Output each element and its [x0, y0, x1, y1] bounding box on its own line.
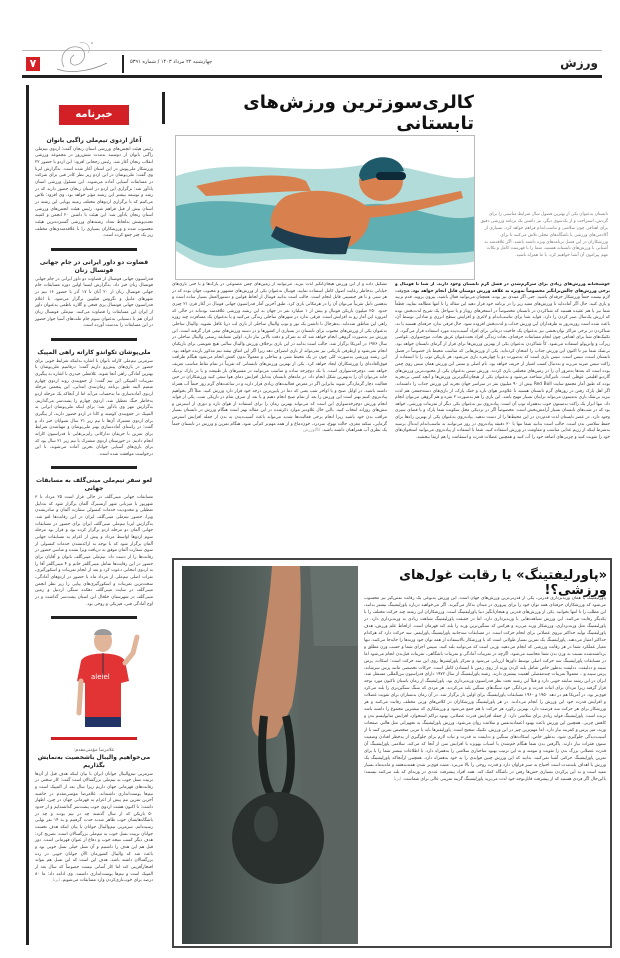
page-number-badge: ۷ [26, 57, 40, 71]
news-body: سرمربی تیم‌ملی کاراته بانوان با اشاره به‌اینکه شرایط خوبی برای حضور در بازی‌های پیش‌رو داریم گفت: درفاتتیم ملی‌پوشان با بهترین آمادگی راهی آنجا شوند. غلامعلی حیدری با اشاره به پیگیری تمرینات المپیکی این تیم گفت: از جمع‌بندی روند اردوی چهارم شمیم البته طبق برنامه زمان‌بندی ابتدایی، این پنجمین مرحله اردوی آماده‌سازی ما به‌حساب می‌آید اما از آنجاکه یک مرحله اردو به‌خاطر جنگ تعطیل شد، اردوی چهارم را پشت‌سر می‌گذاریم. به‌گزارش مهر وی یادآور شد: برای اینکه ملی‌پوشان ایرانی به المپیک در جمع‌بندی کومیته و کاتا در اردو حضور دارند، از پیگیری برای اردوی مشترک آن‌ها با تیم زیر ۲۱ سال شنوایان خبر داد و گفت: در راستای آماده‌سازی بهتر ملی‌پوشان و مهیاشدن شرایط برای تمرین با حریفان تدارکاتی رایزنی‌هایی با فدراسیون کاراته انجام دادیم. در خوزستان اردوی مشترک با تیم زیر ۲۱ سال بود که برای بازی‌های آسیایی جوانان بحرین آماده می‌شوند، با این درخواست موافقت شده است. [35, 358, 153, 457]
newspaper-logo[interactable] [52, 39, 112, 75]
coach-photo [33, 623, 155, 733]
page-header [22, 50, 602, 78]
article-title[interactable]: «پاورلیفتینگ» یا رقابت غول‌های ورزشی؟! [399, 568, 607, 598]
divider [51, 616, 137, 619]
article-body: پاورلیفتینگ یا همان وزنه‌برداری قدرتی، یکی از قدرتی‌ترین ورزش‌های جهان است. این ورزش به‌نوعی یک رقابت نفس‌گیر نیز محسوب می‌شود که ورزشکاران حرفه‌ای همه توان خود را برای پیروزی در میدان به‌کار می‌گیرند. اگر می‌خواهید درباره پاورلیفتینگ بیشتر بدانید، این مطلب را تا انتها بخوانید. یکی از ورزش‌های قدرتی و هیجان‌انگیز دنیا پاورلیفتینگ است. ورزشکاران این رشته چند حرکت مختلف را با یکدیگر رقابت می‌کنند. این ورزش شباهت‌هایی با وزنه‌برداری دارد، اما در حقیقت پاورلیفتینگ شباهت زیادی به وزنه‌برداری دارد. در پاورلیفتینگ مثل وزنه‌برداری، ورزشکار وزنه می‌زند و هرکس که سنگین‌ترین وزنه را بلند کند قهرمان است. ازلحاظ علم ورزش، هدف پاورلیفتینگ تولید حداکثر نیروی عضلانی برای انجام حرکت است. در مسابقات سه‌جانبه پاورلیفتینگ پاورلیفتر، سه حرکت دارد که هرکدام حداکثر امتیاز می‌دهند. پاورلیفتینگ یک تمرین بسیار طولانی است که با ورزشکار بالاستفاده از همه توان خود وزنه‌ها را جابه‌جا می‌کنند. تنها معیار عملکرد شما در هر رقابت ورزشی که انجام می‌دهید، وزنی است که می‌توانید بلند کنید. سپس اجرای شما و حسب وزن مطلق و برداشته‌شده نسبت به وزن بدن شما محاسبه می‌شود. اگرچه در تمرینات آمادگی و تمرینات باشگاهی، تمرینات قبل‌بدن انجام می‌شود اما در مسابقات پاورلیفتینگ سه حرکت اصلی توسط داورها ارزیابی می‌شود و تمرکز پاورلیفترها روی این سه حرکت است: اسکات، پرس سینه و ددلیفت. ددلیفت به‌طور خاص شامل بلند کردن وزنه از روی زمین تا ایستادن کامل است. حرکات تخصصی مانند پرس سرشانه، پرس سینه و... معمولاً تمرینات چندمفصلی اهمیت بیشتری دارند. رشته پاورلیفتینگ از سال ۱۹۷۲ دارای فدراسیون بین‌المللی مستقل شد. ایران در این رشته سابقه خوبی دارد و قبلاً این رشته تحت نظر فدراسیون وزنه‌برداری بود. پاورلیفتینگ از زمان باستان تاکنون مورد توجه قرار گرفته زیرا مردان برای اثبات قدرت و مردانگی خود سنگ‌های سنگین بلند می‌کردند. هر مردی که سنگ سنگین‌تری را بلند می‌کرد قوی‌تر بود. در آمریکا هم در دهه ۱۹۵۰ و ۱۹۶۰ مسابقات پاورلیفتینگ برای اولین بار برگزار شد. در آن زمان بدنسازان برای تقویت عضلات و افزایش قدرت خود این ورزش را انجام می‌دادند. در هر پاورلیفتینگ ورزشکاران در کلاس‌های وزنی مختلف رقابت می‌کنند و هر ورزشکار برای هر حرکت سه فرصت دارد. بهترین رکورد هر حرکت با هم جمع می‌شود و ورزشکاری که بیشترین مجموع را داشته باشد برنده است. پاورلیفتینگ فواید زیادی برای سلامتی دارد. از جمله افزایش قدرت عضلانی، بهبود تراکم استخوان، افزایش متابولیسم بدن و کاهش چربی. همچنین این ورزش باعث بهبود اعتمادبه‌نفس و سلامت روان می‌شود. ورزش پاورلیفتینگ به تجهیزاتی مثل هالتر، صفحات وزنه، میز پرس و کمربند نیاز دارد. اما مهم‌ترین چیز در این ورزش، تکنیک صحیح است. پاورلیفترها باید با مربی متخصص تمرین کنند تا از آسیب‌دیدگی جلوگیری شود. به‌طور خاص، اسکات‌های سنگین و ددلیفت به قدرت و ثبات لازم برای جلوگیری از به‌خطر افتادن وضعیت ستون فقرات نیاز دارند. پاگرفتن بدن شما هنگام خم‌شدن با اسباب بهویژه با افزایش سن از آنجا که می‌کند. سلامتی پاورلیفتینگ آن قدرت عضلانی بزرگ بدن را تقویت و تنومند و به این ترتیب بهبود ساختاری سلامتی را به‌همراه دارد. با اطلاعات بیشتر شما را با برای تمرین پاورلیفتینگ حرکتی آشنا نمی‌کنید، بدانید که این ورزش چنین فوایدی را به خود به‌همراه دارد. همچنین ازآنجاکه پاورلیفتینگ یک ورزش با اهداف بلندمدت است احتیاج به صبر فراوان دارد و قدرت روحی را بالا می‌برد. مثبت قوی‌تر شدن هفته‌به‌هفته و ماه‌به‌ماه بسیار مفید است و به این پرکردن بسیاری حس‌ها رفتن در باشگاه کمک کند. همه افراد پیشرفت عددی در وزنه‌ای که بلند می‌کنند نیستند؛ بااین‌حال اگر فردی هستید که از پیشرفت قابل‌توجه خود لذت می‌برید پاورلیفتینگ گزینه تمرینی عالی برای شماست. [364, 596, 606, 782]
volleyball-coach-image [33, 623, 155, 733]
divider [51, 466, 137, 469]
news-sidebar [26, 85, 154, 945]
news-source: ایرنا [52, 878, 60, 884]
news-body-text: سرمربی تیم‌والیبال جوانان ایران با بیان اینکه هدف قبل از آن‌ها تربیت نسل خوب به تیم‌ملی بزرگسالان است گفت: کار سختی در رقابت‌های قهرمانی جهان داریم زیرا سال بعد از المپیک است و تیم‌ها پوست‌اندازی داشته‌اند. غلامرضا مؤمنی‌مقدم در حاشیه آخرین تمرین تیم پیش از اعزام به قهرمانی جهان در چین، اظهار داشت: تا اکنون هشت اردوی خوب پشت‌سر گذاشته‌ایم و از حدود ۵۰ بازیکن که از سال گذشته چه در تیم بودند و چه در باشگاه‌هایشان خوب ظاهر شدند حدت گرفتیم و به ۱۴ نفر نهایی رسیده‌ایم. سرمربی تیم‌والیبال جوانان با بیان اینکه هدف نخست جوانان تربیت نسل خوب به تیم‌ملی بزرگسالان است، تصریح کرد: هدف دیگر کسب نتیجه خوب و دفاع از عنوان قهرمانی است. دور قبل هم این هدف را داشتیم و آن نسل خیلی نسل خوبی بود و باعث شد که والیبال کشورمان الآن جوانان خوبی در رده بزرگسالان داشته باشد. هدف این است که این نسل هم بتواند افتخارآفرینی کند اما کار آسانی نیست خصوصاً که سال بعد از المپیک است و تیم‌ها پوست‌اندازی داشتند. وی ادامه داد: ما ۸۰ درصد برای خوب‌بازی‌کردن وارد مسابقات می‌شویم. [35, 771, 153, 884]
image-caption: تابستان به‌عنوان یکی از بهترین فصول سال شرایط مناسبی را برای گردش، استراحت و از یک‌سوی دیگر، نیز داشتن یک برنامه ورزشی دقیق برای اهدافی چون سلامتی و تناسب‌اندام فراهم خواهد کرد. بسیاری از آکادمی‌های ورزشی یا باشگاه‌های محلی تلاش می‌کنند تا برای ورزشکاران در این فصل برنامه‌های ویژه داشته باشند. اگر علاقه‌مند به آشنایی با ورزش‌های تابستانه هستید، شما را با فهرست کامل و نکات مهم پیرامون آن آشنا خواهیم کرد، با ما همراه باشید. [480, 212, 608, 259]
article-column [172, 282, 387, 554]
article-source: کالاورزش [303, 428, 321, 434]
swimmer-illustration [176, 136, 475, 280]
khabarnameh-badge: خبرنامه [59, 105, 129, 125]
news-body: مسابقات جهانی مینی‌گلف در حالی قرار است ۲۵ مرداد تا ۳ شهریور با میزبانی شهر آرنسبرگ آلمان برگزار شود که به‌دلیل تعطیلی و محدودیت خدمات کنسولی سفارت آلمان و صادرنشدن ویزا، حضور تیم‌ملی مینی‌گلف ایران در این رقابت‌ها لغو شد. به‌گزارش ایرنا تیم‌ملی مینی‌گلف ایران برای حضور در مسابقات جهانی آلمان دو مرحله اردو برگزار کرده بود و قرار بود مرحله سوم اردوها اواسط مرداد و پیش از اعزام به مسابقات جهانی آلمان برگزار شود که با توجه به ارائه‌نشدن خدمات کنسولی از سوی سفارت آلمان موفق به دریافت ویزا نشده و شانس حضور در رقابت‌ها را از دست داد. تیم‌ملی مینی‌گلف بانوان و آقایان برای حضور در این رقابت‌ها شامل مینی‌گلفر خانم و ۴ مینی‌گلفر آقا را به اردوی انتخابی دعوت کرد و بعد از انجام تمرینات و اسکورگیری، نفرات اصلی تیم‌ملی از مرداد ماه با حضور در اردوهای آمادگی، سخت‌ترین تمرینات و اسکورگیری‌های پیاپی را زیر نظر انجمن مینی‌گلف در سایت مینی‌گلف دهکده سنگی اردبیل و زمین مینی‌گلف در شهرستان خلخال این استان پشت‌سر گذاشت و در اوج آمادگی فنی، فیزیکی و روحی بود. [35, 495, 154, 607]
divider-red [51, 737, 137, 740]
news-body [35, 772, 153, 885]
article-text: هیچ‌وقت لازم نیست حتماً ورزشکار حرفه‌ای باشید. حتی اگر مبتدی نیز بوده، همچنان می‌توانید فعال باشید، بیرون بروید، قدم بزنید و بازی کنید. حال اگر آماده‌اید تا ورزش‌های مفید زیر را در برنامه خود قرار دهید این مقاله را تا انتها مطالعه نمایید. قطعاً شما نیز با هم عقیده هستید که شناکردن در تابستان مخصوصاً در استخرهای روباز و یا سواحل یک تفریح لذت‌بخش بوده که ارزش یک‌سال صبر کردن را دارد. فواید شنا برای تناسب‌اندام و لاغری و افزایش سطح انرژی و شادابی توسط آن، باعث شده است روزبه‌روز به طرفداران این ورزش جذاب و لذت‌بخش افزوده شود. حال فرقی ندارد حرفه‌ای هستید یا نه، شناکردن در برخی مراکز توان‌بخشی نیز به‌عنوان یک جاخیت درمانی برای افراد آسیب‌دیده مورد استفاده قرار می‌گیرد. از تکنیک‌های شنا برای اهدافی چون انجام مسابقات حرفه‌ای، نجات زندگی افراد تحت‌عنوان غریق نجات، موج‌سواری، غواصی زیرآب و واترپولو استفاده می‌شود. کاً شناکردن به‌عنوان یکی از بهترین ورزش‌ها برای فرار از گرمای تابستان خواهد بود. بی‌شک شما نیز تا اکنون این ورزش جذاب را امتحان کرده‌اید. یکی از ورزش‌هایی که مناسب محیط باز خصوصاً در فصل تابستان است، تنیس است. تنیس بازی است که به‌صورت دو یا چهارنفره بازی می‌شود. هر بازیکن توپ را با استفاده از راکت تنیس ضربه می‌زند و به‌دنبال کسب امتیاز از حریف خواهد بود. نام اصلی و سنتی این ورزش همان تنیس روی چمن بوده است که بعدها به‌مرور آن را در زمین‌های مختلفی بازی کردند. ورزش تنیس به‌عنوان یکی از محبوب‌ترین ورزش‌های گاردیو اقلیمی عوقلی است. تاثیرگذار شناخته می‌شود و به‌عنوان یکی از هیجان‌انگیزترین ورزش‌ها و آنچه کسی بی‌تجربه بوده که طبق آمار مجتمع سایت Red Bull بیش از ۹۰ میلیون نفر در سراسر جهان تجربه این ورزش جذاب را داشته‌اند. اگر اهل پارک رفتن در روزهای گرم تابستان هستید تا علاوه‌بر هوای تازه و خنک پارک، از بازی‌های دسته‌جمعی هم لذت ببرید بی‌شک بازی بدمینتون می‌تواند برایتان بسیار مهیج باشد. این بازی را هم به‌صورت ۲ نفره و هم گروهی می‌توان انجام داد. تنها ابزار یک راکت بدمینتون خوب به‌همراه توپ آن است. پیاده‌روی نیز به‌عنوان یکی دیگر از تمرینات ورزشی، خواهد بود که در شب‌های تابستان بسیار آرامش‌بخش است. مخصوصاً اگر در نزدیکی محل سکونت شما پارک و یا فضای سبزی وجود دارد. در عصر تابستان لذت قدم‌زدن در این محیط‌ها را از دست ندهید. پیاده‌روی به‌عنوان یکی از بهترین راه‌ها برای حفظ سلامتی بدن است. جالب است بدانید شما تنها با ۳۰ دقیقه پیاده‌روی در روز می‌توانید به تناسب‌اندام ایده‌آل برسید به‌شرط اینکه از رژیم غذایی مناسب و مقاومت در ورزش استفاده کنید. شما با استفاده از پیاده‌روی می‌توانید استخوان‌های خود را تقویت کنید و چربی‌های اضافه خود را آب کنید و همچنین عضلات قدرت و استقامت را هم ارتقا ببخشید. [395, 288, 610, 441]
news-title: لغو سفر تیم‌ملی مینی‌گلف به مسابقات جهانی [35, 477, 153, 493]
article-title[interactable]: کالری‌سوزترین ورزش‌های تابستانی [243, 92, 474, 134]
news-title: ملی‌پوشان تکواندو کاراته راهی المپیک [37, 348, 151, 356]
section-title: ورزش [560, 56, 598, 70]
news-title: می‌خواهیم والیبال باشخصیت به‌نمایش بگذاریم [37, 754, 151, 770]
news-item[interactable] [33, 744, 155, 889]
news-item[interactable] [33, 133, 155, 244]
powerlifting-box [172, 558, 612, 948]
article-source: ایرنا [393, 776, 402, 782]
title-bar [162, 92, 165, 124]
kettlebell-image [182, 566, 358, 944]
news-item[interactable] [33, 345, 155, 463]
article-column [395, 282, 610, 554]
news-body: فدراسیون جهانی فوتسال از قضاوت دو داور ایرانی در جام جهانی فوتسال زنان خبر داد. به‌گزارش ایسنا اولین دوره مسابقات جام جهانی فوتسال زنان از ۲۰ آبان تا ۱۷ آذر با حضور ۱۶ تیم در شهرهای مانیل و نگروس فیلیپین برگزار می‌شود. با اعلام فدراسیون جهانی فوتسال پری فتحی و گلاره ناظمی به‌عنوان داور از ایران این مسابقات را قضاوت می‌کنند. تیم‌ملی فوتسال زنان ایران هم با دستیابی به‌عنوان سوم جام ملت‌های آسیا جواز حضور در این مسابقات را به‌دست آورده است. [35, 276, 153, 329]
divider [51, 338, 137, 341]
news-title: آغاز اردوی تیم‌ملی راگبی بانوان [46, 137, 142, 144]
news-item[interactable] [33, 473, 155, 612]
kettlebell-photo [182, 566, 358, 944]
swimmer-image [175, 135, 475, 280]
news-kicker: غلامرضا مؤمنی‌مقدم: [73, 748, 115, 754]
article-lead: خوشبختانه ورزش‌های زیادی برای سرگرم‌شدن در فصل گرم تابستان وجود دارند. از شنا تا فوتبال و برخی ورزش‌های چالش‌برانگیز مخصوصاً به‌ویژه به علاقه ورزش دوستان قابل انجام خواهد بود. [395, 282, 610, 294]
header-divider [122, 55, 124, 73]
article-text [364, 596, 606, 942]
divider [51, 248, 137, 251]
news-title: قضاوت دو داور ایرانی در جام جهانی فوتسال زنان [39, 258, 149, 274]
news-item[interactable] [33, 255, 155, 334]
issue-info: چهارشنبه ۲۲ مرداد ۱۴۰۳ / شماره ۵۳۹۱ [130, 59, 213, 65]
news-body: رئیس هیئت انجمن‌های ورزشی استان زنجان گفت: اردوی تیم‌ملی راگبی بانوان از دوشنبه به‌مدت شش‌روز در مجموعه ورزشی انقلاب زنجان آغاز شد. رئیس رجحانی افزود: این اردو با حضور ۲۲ ورزشکار ملی‌پوش در این استان آغاز شده است. به‌گزارش ایرنا وی گفت: ملی‌پوشان در این اردو زیر نظر کادر فنی برای شرکت در مسابقات آسیایی آماده می‌شوند. این مسئول ورزشی استان یادآور شد: برگزاری این اردو در استان زنجان حضور دارند که در رشد و توسعه بیشتر این رشته مؤثر خواهد بود. وی افزود: تلاش می‌کنیم که با برگزاری اردوهای مختلف زمینه پویایی این رشته در استان بیش از قبل فراهم شود. رئیس هیئت انجمن‌های ورزشی استان زنجان یادآور شد: این هیئت با داشتن ۲۰ انجمن و کمیته تحت‌پوشش به‌لحاظ تعداد رشته‌های ورزشی گسترده‌ترین هیئت محسوب شده و ورزشکاران بسیاری را با علاقه‌مندی‌های مختلف زیر یک چتر جمع کرده است. [35, 146, 153, 239]
svg-text:alelel: alelel [91, 673, 110, 682]
article-text: تشکیل داده و از این ورزش هیجان‌انگیز لذت ببرید. می‌توانید از زمین‌های چمن مصنوعی در پارک‌ها و یا حتی بازی‌های خیابانی به‌خاطر رعایت اصول کامل استفاده نمایید. فوتبال به‌عنوان یکی از ورزش‌های مشهور و محبوب جهان بوده که در هر سنی و با هر جنسیتی قابل انجام است. جالب است بدانید فوتبال از لحاظ قوانین و دستورالعمل بسیار ساده است و به‌همین دلیل تقریباً می‌توان آن را در هرمکانی بازی کرد. طبق آخرین آمار فدراسیون جهانی فوتبال در آغاز قرن ۲۱ چیزی حدود ۲۵۰ میلیون بازیکن فوتبال و بیش از ۱ میلیارد نفر در جهان به این رشته ورزشی علاقه‌مند بوده‌اند در حالی که امروزه این آمار رو به افزایش است. فرقی ندارد در شهرهای ساحلی زندگی می‌کنید و یا به‌عنوان یک مسافرت چند روزه راهی این مناطق شده‌اید. به‌هرحال با داشتن یک تور و توپ والیبال ساحلی از بازی لب دریا غافل نشوید. والیبال ساحلی به‌عنوان یکی از ورزش‌های محبوب برای تابستان در بسیاری از کشورها و در دسته ورزش‌های تیمی قرار گرفته است. این ورزش نیز به‌صورت گروهی انجام خواهد شد که به تمرکز و دقت بالایی نیاز دارد. اولین مسابقه رسمی والیبال ساحلی در سال ۱۹۷۶ در آمریکا برگزار شد. جالب است بدانید در این بازی برخلاف ورزش والیبال سالنی هیچ تعویضی برای بازیکنان انجام نمی‌شود و ازطرفی بازیکنی نیز نمی‌تواند از بازی انصراف دهد زیرا اگر این اتفاق بیفتد تیم مذکور بازنده خواهد بود. این رشته ورزشی به‌صورت کلی چون در یک محیط شنی و ساحلی و معمولاً بدون کفش انجام می‌شود هنگام ظرافت فوق‌العاده‌ای را ورزشکاران ایجاد خواهد کرد. یکی از بهترین ورزش‌های تابستانی که تقریباً در تمام نقاط مناسب تعریف خواهد شد، دوچرخه‌سواری است. با یک دوچرخه ساده و مناسب می‌توانید در مسیرهای باز طبیعت و یا در پارک نزدیک خانه می‌توان آن را به‌بهترین شکل انجام داد. در ماه‌های تابستان به‌دلیل افزایش دمای هوا سعی کنید ورزشکاران در حین فعالیت دچار گرمازدگی شوند بنابراین اگر در معرض فعالیت‌های زیادی قرار دارید و در ساعت‌های گرم روز حتماً آب همراه داشته باشید. در اوایل صبح و یا اواخر شب یعنی که دما در پایین‌ترین درجه خود قرار دارد ورزش کنید. مثلاً اگر بخواهیم پیاده‌روی کنیم بهتر است این ورزش را بعد از تمام صبح انجام دهیم و یا بعد از صرف شام در تاریکی شب. یکی از فواید انجام ورزش دوچرخه‌سواری این است که می‌تواند بهترین زمان را برای استفاده از هوای تازه و دوری از استرس و تنش‌های روزانه انتخاب کنید. بااین حال علاوه‌بر موارد ذکرشده در این مقاله بهتر است هنگام ورزش در تابستان بسیار مراقب بدن خود باشید زیرا انجام برخی فعالیت‌ها شدید می‌تواند باعث آسیب‌دیدن به بدن از جمله افزایش استرس گرمایی، سکته مغزی، حالت تهوع، سردرد، خون‌دماغ و از همه مهم‌تر کم‌آبی شود. هنگام تمرین و ورزش در تابستان حتماً یک بطری آب همراهتان داشته باشید. [172, 282, 387, 434]
